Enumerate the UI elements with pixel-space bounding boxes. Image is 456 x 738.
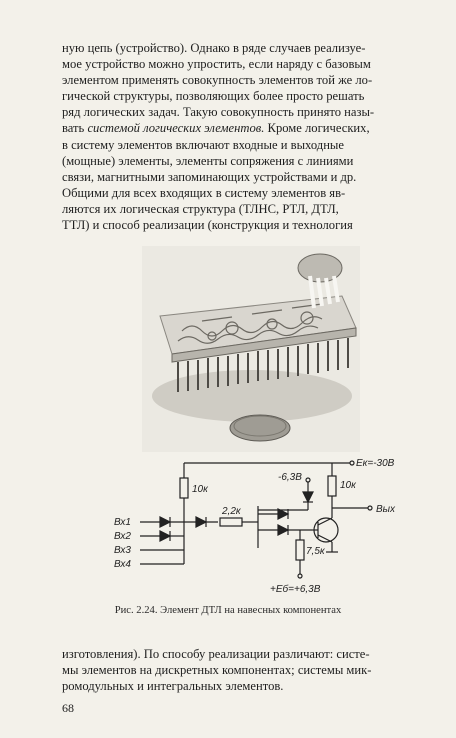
- text-line: ряд логических задач. Такую совокупность принято назы-: [62, 105, 375, 120]
- text-line: (мощные) элементы, элементы сопряжения с линиями: [62, 153, 354, 168]
- input-label: Вх1: [114, 517, 131, 528]
- text-line: [62, 120, 442, 136]
- resistor-label-10k: 10к: [192, 484, 208, 495]
- text-line: мы элементов на дискретных компонентах; системы мик-: [62, 663, 372, 678]
- page-number: 68: [62, 701, 74, 715]
- bias-voltage-label: -6,3В: [278, 472, 302, 483]
- resistor-label-collector: 10к: [340, 480, 356, 491]
- figure-caption: Рис. 2.24. Элемент ДТЛ на навесных компонентах: [114, 605, 342, 616]
- input-label: Вх4: [114, 559, 131, 570]
- resistor-label-2-2k: 2,2к: [222, 506, 241, 517]
- base-voltage-label: +Eб=+6,3В: [270, 584, 321, 595]
- module-photo-drawing: [142, 246, 360, 452]
- text-segment: вать: [62, 121, 88, 136]
- text-line: мое устройство можно упростить, если наряду с базовым: [62, 57, 371, 72]
- text-line: элементом применять совокупность элементов той же ло-: [62, 73, 373, 88]
- module-photo: [142, 246, 360, 452]
- text-line: ляются их логическая структура (ТЛНС, РТЛ, ДТЛ,: [62, 201, 339, 216]
- text-line: в систему элементов включают входные и выходные: [62, 137, 344, 152]
- paragraph-top: [62, 40, 442, 233]
- text-line: ТТЛ) и способ реализации (конструкция и технология: [62, 218, 353, 233]
- text-segment: Кроме логических,: [264, 121, 370, 136]
- input-label: Вх2: [114, 531, 131, 542]
- text-line: ромодульных и интегральных элементов.: [62, 679, 284, 694]
- emphasized-term: системой логических элементов.: [87, 121, 265, 136]
- text-line: связи, магнитными запоминающих устройствами и др.: [62, 169, 357, 184]
- supply-voltage-label: Eк=-30В: [356, 458, 395, 469]
- resistor-label-7-5k: 7,5к: [306, 546, 325, 557]
- paragraph-bottom: [62, 646, 442, 694]
- text-line: изготовления). По способу реализации различают: систе-: [62, 647, 370, 661]
- input-label: Вх3: [114, 545, 131, 556]
- output-label: Вых: [376, 504, 396, 515]
- text-line: гической структуры, позволяющих более просто решать: [62, 89, 365, 104]
- text-line: ную цепь (устройство). Однако в ряде случаев реализуе-: [62, 41, 366, 55]
- text-line: Общими для всех входящих в систему элементов яв-: [62, 185, 346, 200]
- dtl-circuit-diagram: [100, 452, 420, 600]
